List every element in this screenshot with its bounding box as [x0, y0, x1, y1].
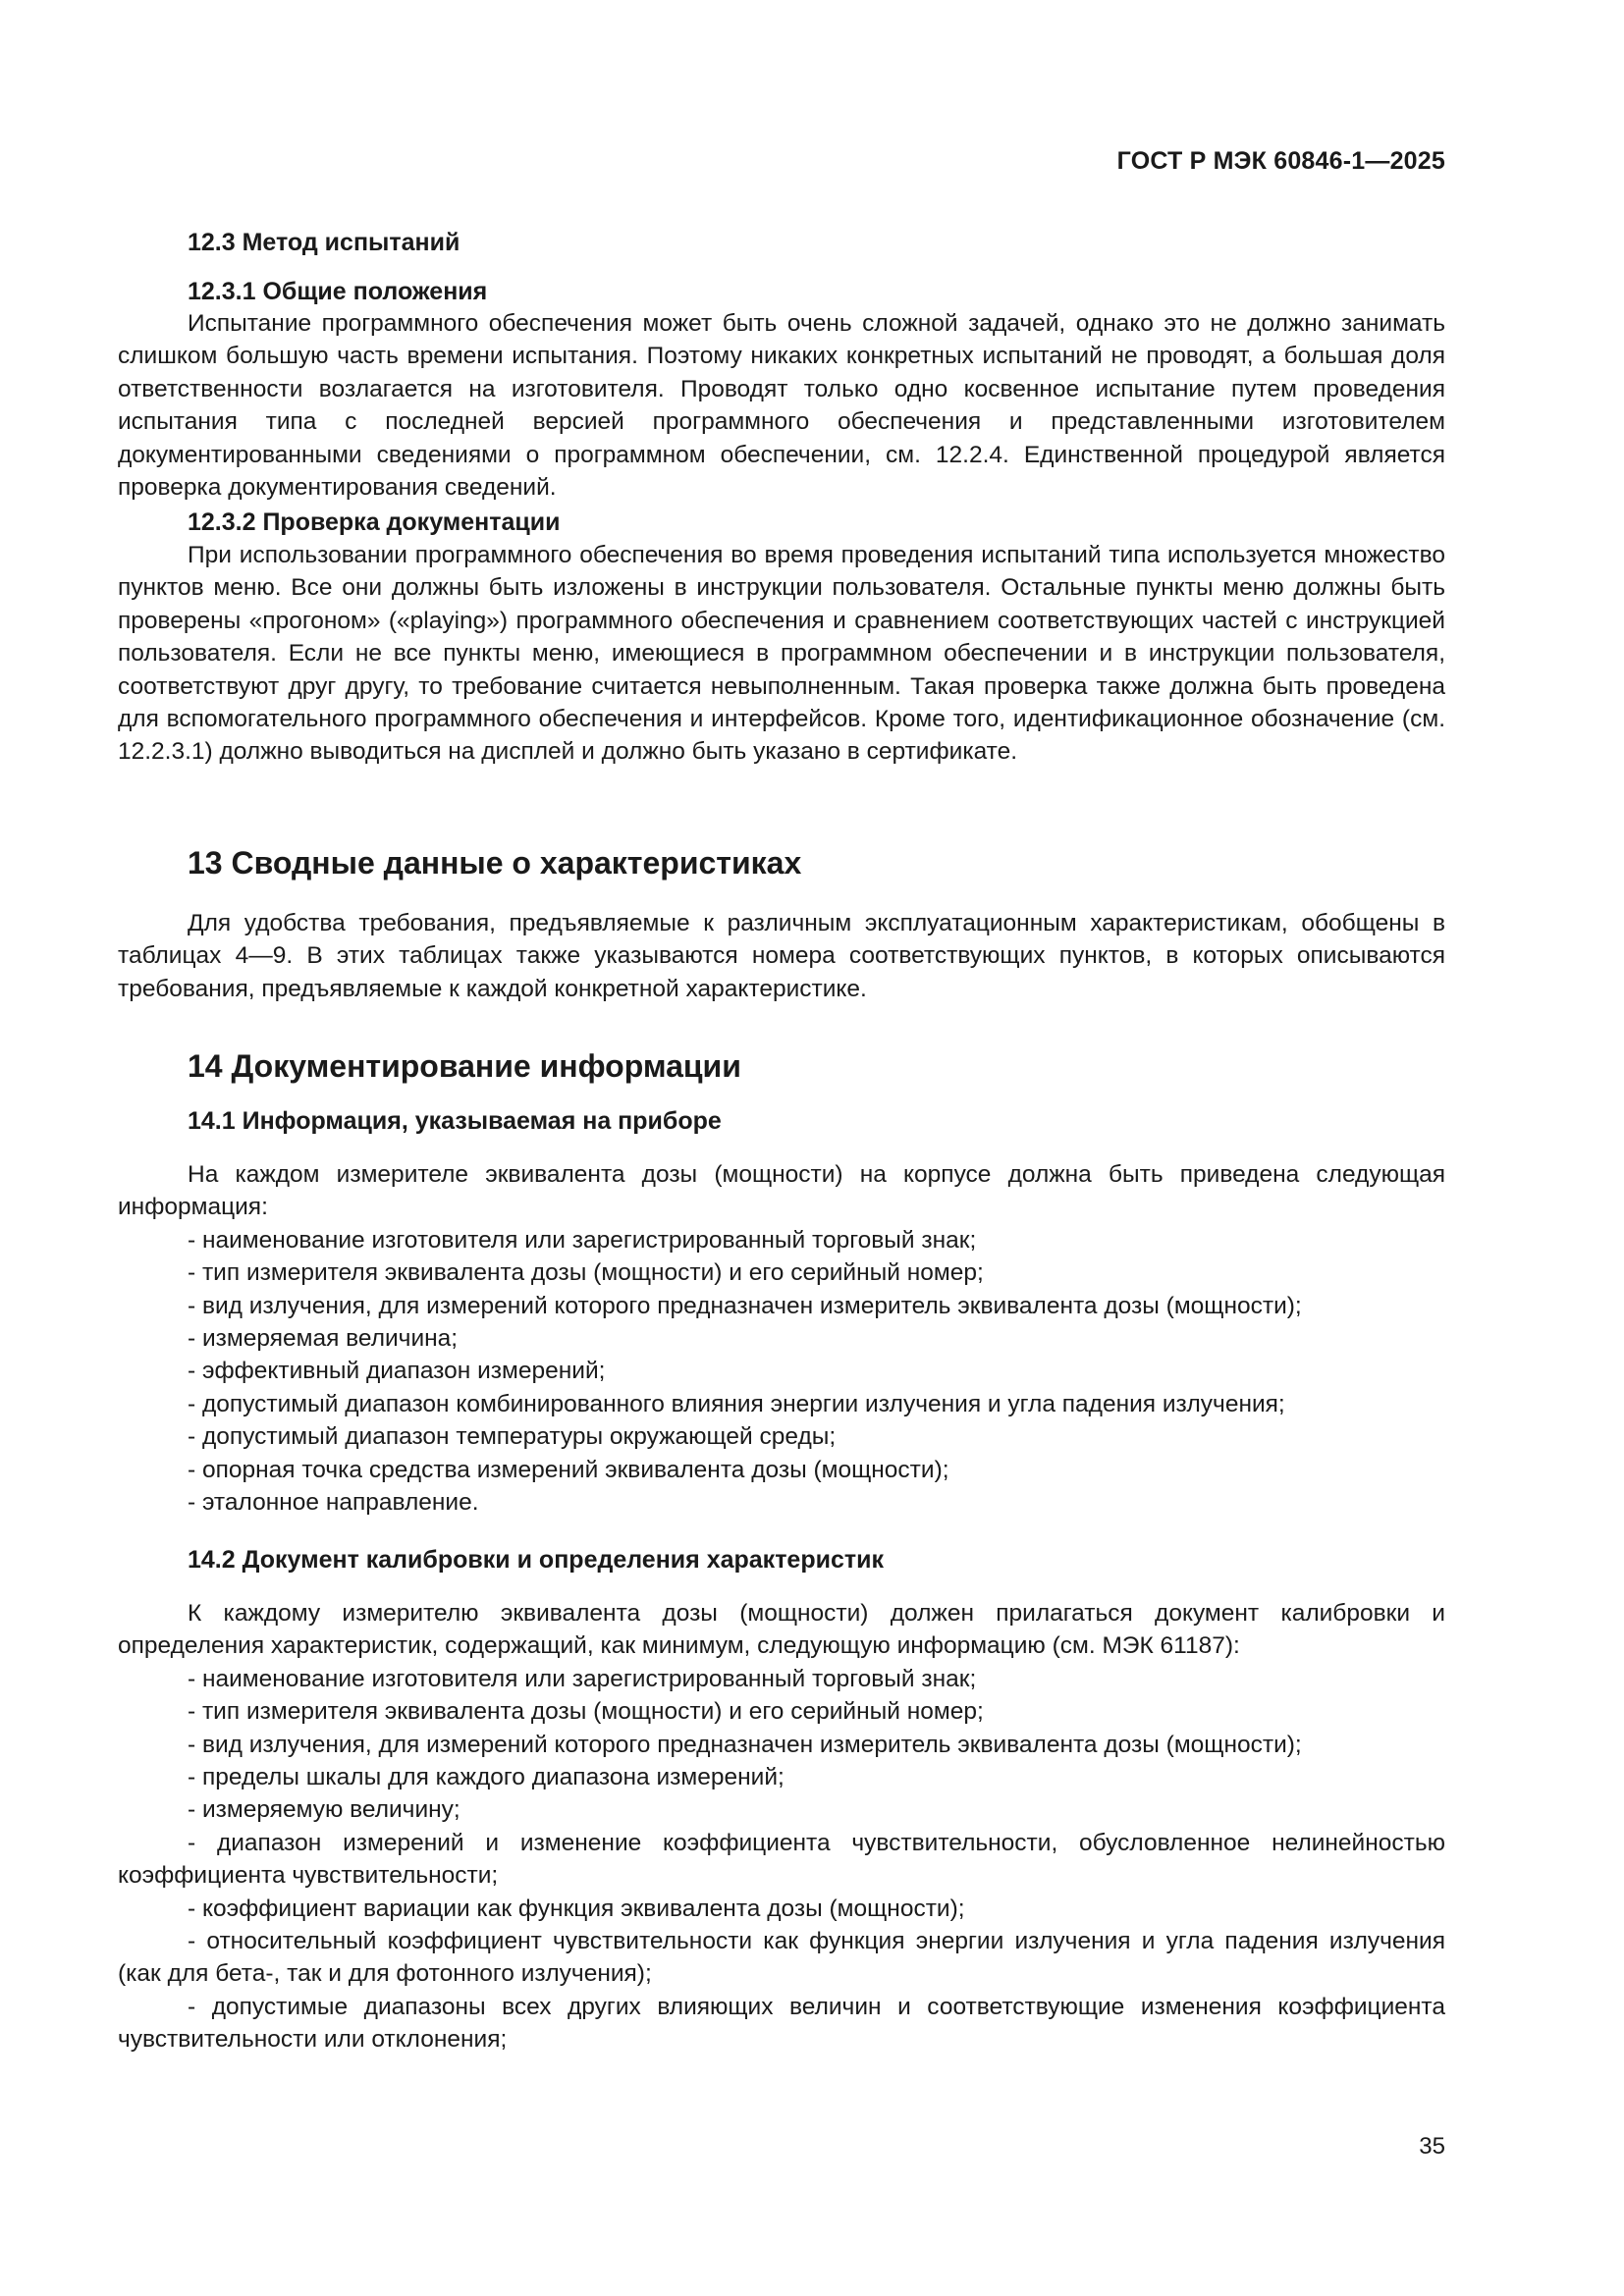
paragraph: Испытание программного обеспечения может быть очень сложной задачей, однако это не должно занимать слишком большую часть времени испытания. Поэтому никаких конкретных испытаний не проводят, а большая доля ответственности возлагается на изготовителя. Проводят только одно косвенное испытание путем проведения испытания типа с последней версией программного обеспечения и представленными изготовителем документированными сведениями о программном обеспечении, см. 12.2.4. Единственной процедурой является проверка документирования сведений. — [118, 310, 1445, 502]
list-item: - эталонное направление. — [188, 1489, 479, 1517]
paragraph: К каждому измерителю эквивалента дозы (мощности) должен прилагаться документ калибровки и определения характеристик, содержащий, как минимум, следующую информацию (см. МЭК 61187): — [118, 1600, 1445, 1660]
section-13-body — [118, 907, 1445, 1005]
list-item: - допустимый диапазон температуры окружающей среды; — [188, 1423, 837, 1451]
section-14-2-body — [118, 1597, 1445, 2056]
section-12-3-title: 12.3 Метод испытаний — [188, 229, 460, 256]
section-12-3-2-body — [118, 539, 1445, 769]
section-12-3-2-title: 12.3.2 Проверка документации — [188, 508, 561, 536]
section-14-2-title: 14.2 Документ калибровки и определения характеристик — [188, 1546, 885, 1574]
page-number: 35 — [1419, 2133, 1445, 2160]
list-item: - вид излучения, для измерений которого предназначен измеритель эквивалента дозы (мощности); — [188, 1731, 1302, 1758]
list-item: - опорная точка средства измерений эквивалента дозы (мощности); — [188, 1456, 949, 1483]
section-14-1-body — [118, 1158, 1445, 1519]
list-item: - измеряемая величина; — [188, 1325, 459, 1353]
list — [118, 1224, 1445, 1520]
list-item: - измеряемую величину; — [188, 1796, 460, 1824]
paragraph: При использовании программного обеспечения во время проведения испытаний типа используется множество пунктов меню. Все они должны быть изложены в инструкции пользователя. Остальные пункты меню должны быть проверены «прогоном» («playing») программного обеспечения и сравнением соответствующих частей с инструкцией пользователя. Если не все пункты меню, имеющиеся в программном обеспечении и в инструкции пользователя, соответствуют друг другу, то требование считается невыполненным. Такая проверка также должна быть проведена для вспомогательного программного обеспечения и интерфейсов. Кроме того, идентификационное обозначение (см. 12.2.3.1) должно выводиться на дисплей и должно быть указано в сертификате. — [118, 542, 1445, 766]
section-13-title: 13 Сводные данные о характеристиках — [188, 845, 802, 881]
list-item: - коэффициент вариации как функция эквивалента дозы (мощности); — [188, 1895, 965, 1922]
list-item: - диапазон измерений и изменение коэффициента чувствительности, обусловленное нелинейностью коэффициента чувствительности; — [118, 1829, 1445, 1890]
list-item: - наименование изготовителя или зарегистрированный торговый знак; — [188, 1226, 977, 1254]
list-item: - допустимый диапазон комбинированного влияния энергии излучения и угла падения излучения; — [188, 1390, 1285, 1417]
list-item: - наименование изготовителя или зарегистрированный торговый знак; — [188, 1665, 977, 1692]
section-12-3-1-title: 12.3.1 Общие положения — [188, 278, 488, 305]
list-item: - относительный коэффициент чувствительности как функция энергии излучения и угла падения излучения (как для бета-, так и для фотонного излучения); — [118, 1928, 1445, 1988]
list-item: - тип измерителя эквивалента дозы (мощности) и его серийный номер; — [188, 1259, 984, 1287]
section-14-1-title: 14.1 Информация, указываемая на приборе — [188, 1107, 722, 1135]
standard-code: ГОСТ Р МЭК 60846-1—2025 — [1116, 147, 1445, 175]
list-item: - вид излучения, для измерений которого предназначен измеритель эквивалента дозы (мощности); — [188, 1292, 1302, 1319]
list-item: - эффективный диапазон измерений; — [188, 1358, 606, 1385]
section-14-title: 14 Документирование информации — [188, 1048, 741, 1084]
paragraph: На каждом измерителе эквивалента дозы (мощности) на корпусе должна быть приведена следующая информация: — [118, 1161, 1445, 1221]
list — [118, 1663, 1445, 2056]
list-item: - тип измерителя эквивалента дозы (мощности) и его серийный номер; — [188, 1698, 984, 1726]
list-item: - допустимые диапазоны всех других влияющих величин и соответствующие изменения коэффициента чувствительности или отклонения; — [118, 1993, 1445, 2054]
list-item: - пределы шкалы для каждого диапазона измерений; — [188, 1764, 785, 1791]
section-12-3-1-body — [118, 307, 1445, 504]
paragraph: Для удобства требования, предъявляемые к различным эксплуатационным характеристикам, обобщены в таблицах 4—9. В этих таблицах также указываются номера соответствующих пунктов, в которых описываются требования, предъявляемые к каждой конкретной характеристике. — [118, 910, 1445, 1002]
